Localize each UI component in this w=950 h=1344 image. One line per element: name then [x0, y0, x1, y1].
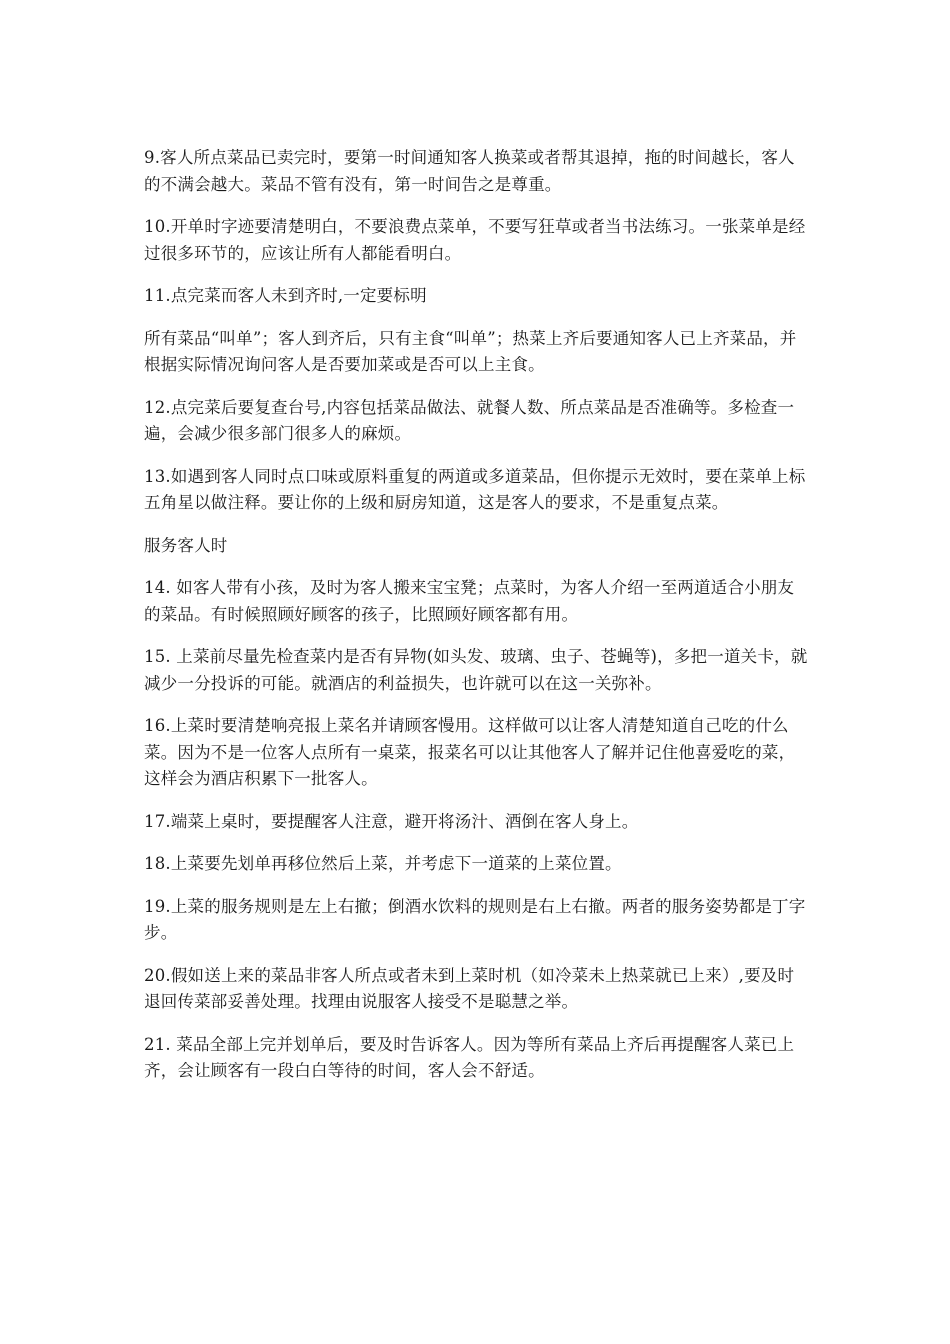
paragraph-item-9: 9.客人所点菜品已卖完时，要第一时间通知客人换菜或者帮其退掉，拖的时间越长，客人的不满会越大。菜品不管有没有，第一时间告之是尊重。 [144, 148, 795, 194]
paragraph-item-18: 18.上菜要先划单再移位然后上菜，并考虑下一道菜的上菜位置。 [144, 854, 622, 873]
document-page [144, 145, 809, 1101]
paragraph-item-10: 10.开单时字迹要清楚明白，不要浪费点菜单，不要写狂草或者当书法练习。一张菜单是经过很多环节的，应该让所有人都能看明白。 [144, 217, 806, 263]
paragraph-item-14: 14. 如客人带有小孩，及时为客人搬来宝宝凳；点菜时，为客人介绍一至两道适合小朋友的菜品。有时候照顾好顾客的孩子，比照顾好顾客都有用。 [144, 578, 795, 624]
paragraph-item-15: 15. 上菜前尽量先检查菜内是否有异物(如头发、玻璃、虫子、苍蝇等)，多把一道关卡，就减少一分投诉的可能。就酒店的利益损失，也许就可以在这一关弥补。 [144, 647, 808, 693]
paragraph-item-19: 19.上菜的服务规则是左上右撤；倒酒水饮料的规则是右上右撤。两者的服务姿势都是丁字步。 [144, 896, 806, 942]
paragraph-item-12: 12.点完菜后要复查台号,内容包括菜品做法、就餐人数、所点菜品是否准确等。多检查一遍，会减少很多部门很多人的麻烦。 [144, 397, 795, 443]
paragraph-item-11: 11.点完菜而客人未到齐时,一定要标明 [144, 286, 427, 305]
paragraph-item-21: 21. 菜品全部上完并划单后，要及时告诉客人。因为等所有菜品上齐后再提醒客人菜已上齐，会让顾客有一段白白等待的时间，客人会不舒适。 [144, 1034, 795, 1080]
paragraph-item-17: 17.端菜上桌时，要提醒客人注意，避开将汤汁、酒倒在客人身上。 [144, 811, 639, 831]
paragraph-item-16: 16.上菜时要清楚响亮报上菜名并请顾客慢用。这样做可以让客人清楚知道自己吃的什么菜。因为不是一位客人点所有一桌菜，报菜名可以让其他客人了解并记住他喜爱吃的菜，这样会为酒店积累下一批客人。 [144, 716, 796, 788]
paragraph-item-13: 13.如遇到客人同时点口味或原料重复的两道或多道菜品，但你提示无效时，要在菜单上标五角星以做注释。要让你的上级和厨房知道，这是客人的要求，不是重复点菜。 [144, 466, 806, 512]
paragraph-item-20: 20.假如送上来的菜品非客人所点或者未到上菜时机（如冷菜未上热菜就已上来）,要及时退回传菜部妥善处理。找理由说服客人接受不是聪慧之举。 [144, 965, 795, 1011]
section-heading-serving-guests: 服务客人时 [144, 535, 228, 555]
paragraph-item-11-detail: 所有菜品“叫单”；客人到齐后，只有主食“叫单”；热菜上齐后要通知客人已上齐菜品，并根据实际情况询问客人是否要加菜或是否可以上主食。 [144, 328, 797, 374]
